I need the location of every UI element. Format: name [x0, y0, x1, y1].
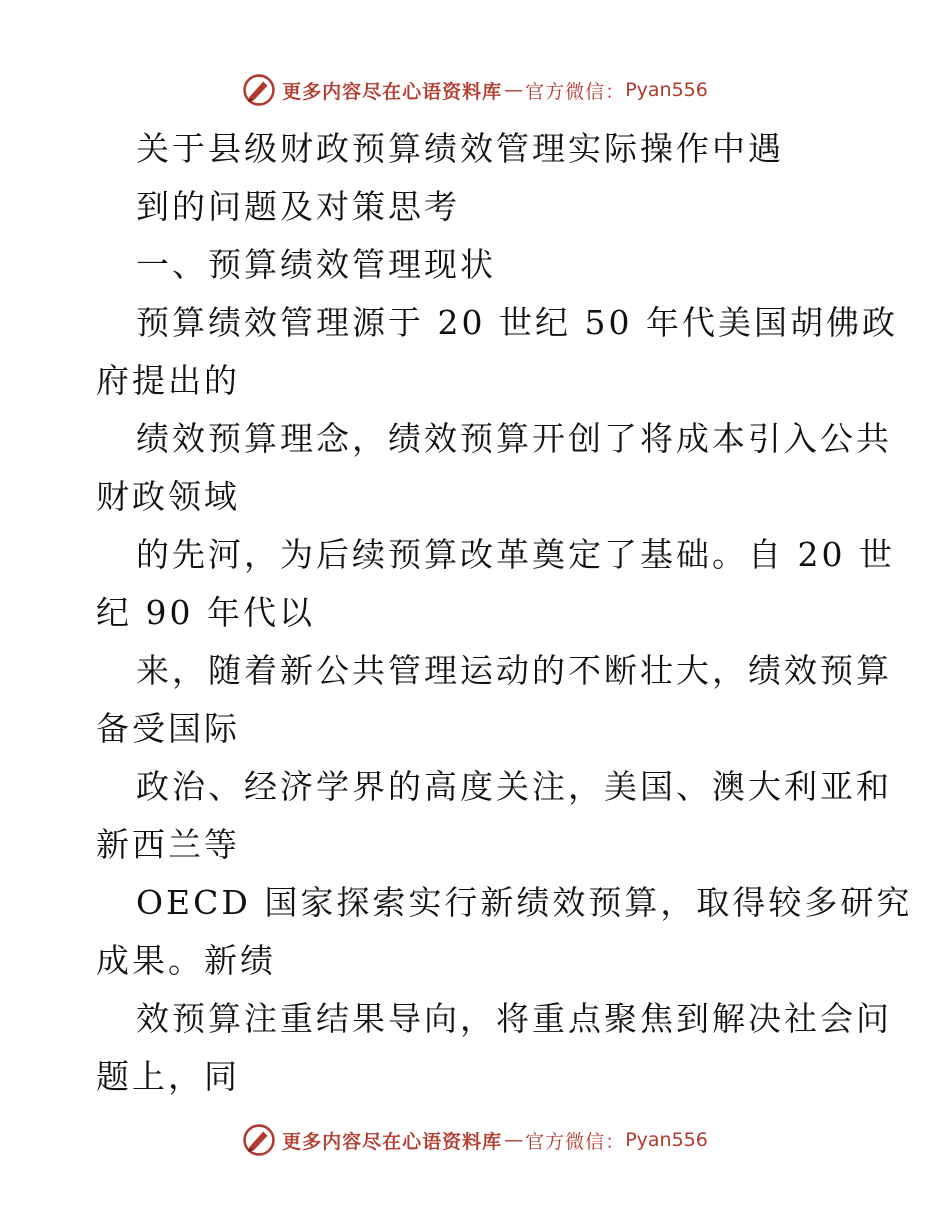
- brand-text: 更多内容尽在心语资料库: [282, 1130, 503, 1153]
- title-line-2: 到的问题及对策思考: [136, 187, 460, 226]
- paragraph-line: 效预算注重结果导向，将重点聚焦到解决社会问: [136, 999, 892, 1038]
- wechat-id: Pyan556: [625, 79, 708, 101]
- paragraph-line: 纪 90 年代以: [96, 593, 315, 632]
- banner-dash: —: [504, 79, 524, 101]
- pen-logo-icon: [242, 1123, 276, 1157]
- paragraph-line: 来，随着新公共管理运动的不断壮大，绩效预算: [136, 651, 892, 690]
- paragraph-line: 备受国际: [96, 709, 240, 748]
- section-heading: 一、预算绩效管理现状: [136, 245, 496, 284]
- footer-watermark-banner: [0, 1120, 950, 1160]
- paragraph-line: 财政领域: [96, 477, 240, 516]
- wechat-id: Pyan556: [625, 1129, 708, 1151]
- paragraph-line: 绩效预算理念，绩效预算开创了将成本引入公共: [136, 419, 892, 458]
- paragraph-line: 的先河，为后续预算改革奠定了基础。自 20 世: [136, 535, 895, 574]
- paragraph-line: 府提出的: [96, 361, 240, 400]
- wechat-label: 官方微信：: [525, 80, 626, 103]
- paragraph-line: 题上，同: [96, 1057, 240, 1096]
- brand-text: 更多内容尽在心语资料库: [282, 80, 503, 103]
- wechat-label: 官方微信：: [525, 1130, 626, 1153]
- document-body: [96, 120, 913, 1106]
- paragraph-line: OECD 国家探索实行新绩效预算，取得较多研究: [136, 883, 913, 922]
- paragraph-line: 新西兰等: [96, 825, 240, 864]
- title-line-1: 关于县级财政预算绩效管理实际操作中遇: [136, 129, 784, 168]
- paragraph-line: 预算绩效管理源于 20 世纪 50 年代美国胡佛政: [136, 303, 898, 342]
- header-watermark-banner: [0, 70, 950, 110]
- paragraph-line: 成果。新绩: [96, 941, 276, 980]
- paragraph-line: 政治、经济学界的高度关注，美国、澳大利亚和: [136, 767, 892, 806]
- pen-logo-icon: [242, 73, 276, 107]
- banner-dash: —: [504, 1129, 524, 1151]
